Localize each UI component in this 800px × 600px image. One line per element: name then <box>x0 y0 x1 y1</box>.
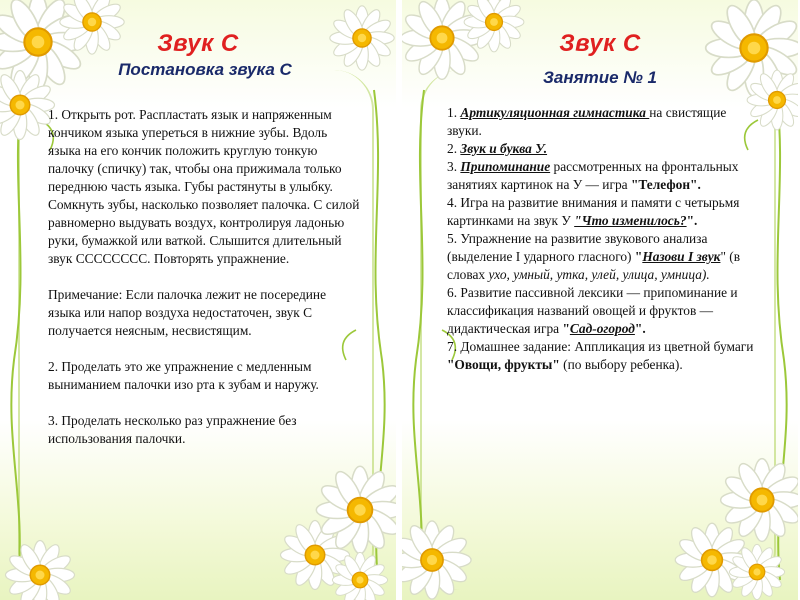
item-text: 5. Упражнение на развитие звукового анализа (выделение I ударного гласного) <box>447 231 708 264</box>
list-item <box>447 338 759 374</box>
item-number: 1. <box>447 105 461 120</box>
list-item <box>447 230 759 284</box>
item-heading: Звук и буква У. <box>460 141 548 156</box>
item-punct: ". <box>686 213 698 228</box>
game-name: "Телефон". <box>630 177 701 192</box>
item-punct: ". <box>634 321 646 336</box>
right-panel <box>402 0 798 600</box>
list-item <box>447 194 759 230</box>
item-text: рассмотренных на фронтальных занятиях картинок на У — игра <box>447 159 739 192</box>
item-punct: " <box>634 249 643 264</box>
game-name: "Овощи, фрукты" <box>447 357 560 372</box>
item-number: 2. <box>447 141 461 156</box>
paragraph: 1. Открыть рот. Распластать язык и напряженным кончиком языка упереться в нижние зубы. Вдоль языка на его кончик положить круглую тонкую палочку (спичку) так, чтобы она прижимала только переднюю часть языка. Губы растянуты в улыбку. Сомкнуть зубы, насколько позволяет палочка. С силой равномерно выдувать воздух, контролируя ладонью руки, бумажкой или ваткой. Слышится длительный звук СССССССС. Повторять упражнение. <box>48 107 360 266</box>
paragraph: Примечание: Если палочка лежит не посередине языка или напор воздуха недостаточен, звук С получается неясным, несвистящим. <box>48 287 327 338</box>
item-text: " (в словах <box>447 249 741 282</box>
game-name: "Что изменилось? <box>574 213 687 228</box>
paragraph: 3. Проделать несколько раз упражнение без использования палочки. <box>48 413 297 446</box>
item-heading: Припоминание <box>460 159 551 174</box>
item-text: 4. Игра на развитие внимания и памяти с четырьмя картинками на звук У <box>447 195 740 228</box>
list-item <box>447 158 759 194</box>
item-text: 7. Домашнее задание: Аппликация из цветной бумаги <box>447 339 754 354</box>
item-text: 6. Развитие пассивной лексики — припоминание и классификация названий овощей и фруктов — дидактическая игра <box>447 285 738 336</box>
item-text: на свистящие звуки. <box>447 105 727 138</box>
item-punct: " <box>562 321 570 336</box>
paragraph: 2. Проделать это же упражнение с медленным выниманием палочки изо рта к зубам и наружу. <box>48 359 319 392</box>
page-title: Звук С <box>157 30 239 57</box>
left-panel <box>0 0 396 600</box>
page-subtitle: Занятие № 1 <box>543 68 657 87</box>
list-item <box>447 140 759 158</box>
item-text: (по выбору ребенка). <box>559 357 683 372</box>
game-name: Сад-огород <box>569 321 635 336</box>
page-title: Звук С <box>559 30 641 57</box>
page-subtitle: Постановка звука С <box>118 60 292 79</box>
word-list: ухо, умный, утка, улей, улица, умница). <box>488 267 710 282</box>
item-number: 3. <box>447 159 461 174</box>
lesson-plan-list <box>447 104 759 374</box>
item-heading: Артикуляционная гимнастика <box>460 105 650 120</box>
list-item <box>447 104 759 140</box>
list-item <box>447 284 759 338</box>
game-name: Назови I звук <box>642 249 721 264</box>
instructions-text <box>48 106 360 448</box>
